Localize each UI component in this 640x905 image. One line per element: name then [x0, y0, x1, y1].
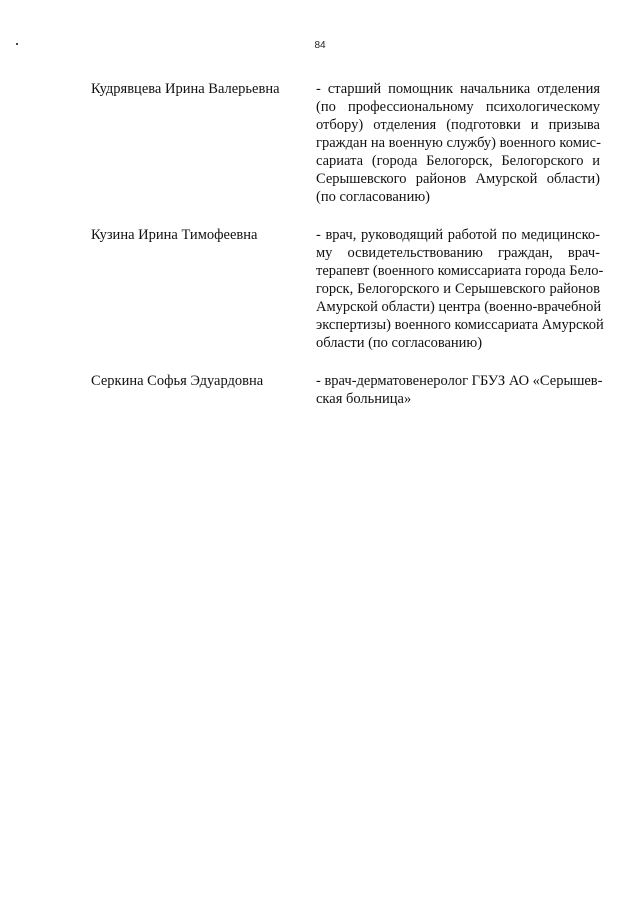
role-line: экспертизы) военного комиссариата Амурской: [316, 317, 604, 333]
role-line: терапевт (военного комиссариата города Бело-: [316, 263, 604, 279]
page-number: 84: [314, 40, 326, 51]
person-role: [316, 226, 604, 352]
person-name: Кудрявцева Ирина Валерьевна: [91, 81, 280, 97]
personnel-list: [0, 80, 640, 408]
person-name: Кузина Ирина Тимофеевна: [91, 227, 258, 243]
list-item: [0, 372, 640, 408]
role-line: му освидетельствованию граждан, врач-: [316, 245, 600, 261]
person-name: Серкина Софья Эдуардовна: [91, 373, 264, 389]
list-item: [0, 80, 640, 206]
person-role: [316, 80, 600, 206]
role-line: (по согласованию): [316, 189, 430, 205]
role-line: - старший помощник начальника отделения: [316, 81, 600, 97]
role-line: - врач, руководящий работой по медицинско-: [316, 227, 600, 243]
role-line: области (по согласованию): [316, 335, 483, 351]
role-line: отбору) отделения (подготовки и призыва: [316, 117, 600, 133]
role-line: горск, Белогорского и Серышевского районов: [316, 281, 600, 297]
list-item: [0, 226, 640, 352]
role-line: Амурской области) центра (военно-врачебной: [316, 299, 602, 315]
role-line: - врач-дерматовенеролог ГБУЗ АО «Серышев-: [316, 373, 603, 389]
role-line: Серышевского районов Амурской области): [316, 171, 600, 187]
person-role: [316, 372, 603, 408]
role-line: сариата (города Белогорск, Белогорского и: [316, 153, 600, 169]
role-line: (по профессиональному психологическому: [316, 99, 600, 115]
role-line: ская больница»: [316, 391, 412, 407]
role-line: граждан на военную службу) военного комис-: [316, 135, 601, 151]
